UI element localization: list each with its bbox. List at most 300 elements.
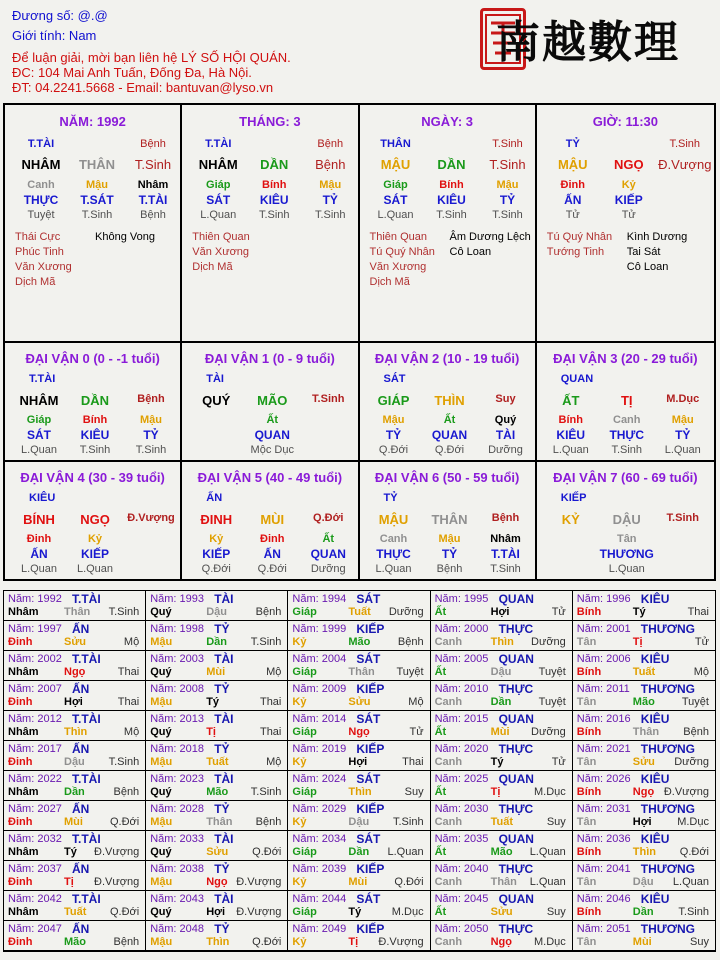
year-stem: Kỷ xyxy=(292,876,307,888)
stem-label: THÂN xyxy=(78,157,116,172)
year-branch: Tý xyxy=(348,906,362,918)
ten-god-label: T.Sinh xyxy=(669,138,701,150)
year-ten-god: THƯƠNG xyxy=(640,622,695,636)
hidden-ten-god: KIẾP xyxy=(80,547,109,561)
year-cell xyxy=(431,921,573,951)
year-stem: Đinh xyxy=(8,636,33,648)
life-stage: T.Sinh xyxy=(436,209,467,221)
year-branch: Hợi xyxy=(64,696,83,708)
life-stage: T.Sinh xyxy=(135,444,167,456)
year-label: Năm: 2007 xyxy=(8,683,62,695)
year-cell xyxy=(288,801,430,831)
year-stem: Quý xyxy=(150,606,172,618)
luck-title: ĐẠI VẬN 7 (60 - 69 tuổi) xyxy=(553,470,698,485)
year-cell xyxy=(4,621,146,651)
pillar-title: THÁNG: 3 xyxy=(239,114,301,129)
year-ten-god: KIÊU xyxy=(640,592,670,606)
year-ten-god: TỶ xyxy=(214,682,230,696)
year-branch: Thìn xyxy=(490,636,514,648)
year-label: Năm: 2029 xyxy=(292,803,347,815)
hidden-stem: Canh xyxy=(379,533,408,545)
year-ten-god: T.TÀI xyxy=(72,712,101,726)
luck-hidden-column xyxy=(300,532,356,577)
year-branch: Sửu xyxy=(64,636,87,648)
year-ten-god: QUAN xyxy=(498,892,534,906)
year-stem: Tân xyxy=(576,936,597,948)
year-branch: Mão xyxy=(64,936,86,948)
year-branch: Dậu xyxy=(206,606,227,618)
hidden-ten-god: KIÊU xyxy=(80,428,110,442)
luck-ten-god: ẤN xyxy=(206,492,223,504)
luck-hidden-column xyxy=(188,532,244,577)
year-label: Năm: 2044 xyxy=(292,893,347,905)
hidden-ten-god: TỶ xyxy=(322,193,338,207)
hidden-stem: Kỷ xyxy=(87,533,103,545)
year-label: Năm: 2015 xyxy=(434,713,489,725)
year-stage: Suy xyxy=(404,786,424,798)
stars-right xyxy=(627,230,687,275)
pillar-column xyxy=(366,137,426,223)
year-stem: Bính xyxy=(576,786,602,798)
year-stem: Đinh xyxy=(8,696,33,708)
life-stage: T.Sinh xyxy=(81,209,113,221)
year-stem: Tân xyxy=(576,696,597,708)
year-stem: Ất xyxy=(434,666,447,678)
year-cell xyxy=(573,651,715,681)
owner-line: Đương số: @.@ xyxy=(12,8,108,23)
year-stage: Bệnh xyxy=(397,636,424,648)
year-cell xyxy=(573,891,715,921)
year-branch: Dần xyxy=(490,696,512,708)
hidden-stem: Bính xyxy=(439,179,464,191)
luck-pillar-label: ẤT xyxy=(562,393,580,408)
life-stage: Tuyệt xyxy=(27,209,55,221)
year-stage: Bệnh xyxy=(113,936,140,948)
year-branch: Thìn xyxy=(348,786,372,798)
luck-pillar-label: T.Sinh xyxy=(666,512,699,524)
life-stage: Dưỡng xyxy=(310,563,346,575)
year-ten-god: ẤN xyxy=(72,802,90,816)
luck-pillar-label: KỶ xyxy=(561,512,580,527)
luck-title: ĐẠI VẬN 1 (0 - 9 tuổi) xyxy=(204,351,335,366)
year-cell xyxy=(431,861,573,891)
pillar-cell xyxy=(360,105,537,343)
hidden-ten-god: TỶ xyxy=(499,193,516,207)
year-label: Năm: 2041 xyxy=(576,863,631,875)
hidden-ten-god: THỰC xyxy=(23,193,59,207)
luck-hidden-column xyxy=(244,413,300,458)
luck-title: ĐẠI VẬN 2 (10 - 19 tuổi) xyxy=(374,351,520,366)
year-branch: Thân xyxy=(632,726,660,738)
year-branch: Dậu xyxy=(490,666,512,678)
star-item: Tướng Tinh xyxy=(546,246,605,258)
year-branch: Sửu xyxy=(348,696,371,708)
year-ten-god: T.TÀI xyxy=(72,592,101,606)
year-cell xyxy=(573,711,715,741)
star-item: Thái Cực xyxy=(15,231,61,243)
luck-cell xyxy=(5,343,182,462)
luck-cell xyxy=(360,343,537,462)
year-stem: Ất xyxy=(434,726,447,738)
year-ten-god: THỰC xyxy=(498,922,534,936)
year-stage: T.Sinh xyxy=(678,906,709,918)
year-cell xyxy=(431,801,573,831)
luck-cell xyxy=(537,343,714,462)
life-stage: T.Sinh xyxy=(490,563,521,575)
year-ten-god: TÀI xyxy=(214,832,234,846)
year-cell xyxy=(4,861,146,891)
luck-pillar-label: DẦN xyxy=(80,393,110,408)
star-item: Âm Dương Lệch xyxy=(449,231,531,243)
hidden-stem: Canh xyxy=(27,179,55,191)
year-cell xyxy=(4,651,146,681)
hidden-stem: Giáp xyxy=(383,179,408,191)
year-stage: Đ.Vượng xyxy=(94,846,140,858)
hidden-ten-god: TỶ xyxy=(675,428,691,442)
year-stem: Đinh xyxy=(8,876,33,888)
hidden-stem: Mậu xyxy=(382,414,405,426)
year-branch: Mùi xyxy=(348,876,368,888)
life-stage: Q.Đới xyxy=(257,563,287,575)
luck-hidden-column xyxy=(655,413,711,458)
year-branch: Mùi xyxy=(632,936,652,948)
ten-god-label: T.Sinh xyxy=(492,138,523,150)
phone-email-line: ĐT: 04.2241.5668 - Email: bantuvan@lyso.vn xyxy=(12,80,274,95)
year-branch: Mùi xyxy=(206,666,226,678)
stem-label: T.Sinh xyxy=(134,157,172,172)
year-ten-god: SÁT xyxy=(356,712,381,726)
year-branch: Mão xyxy=(348,636,371,648)
year-label: Năm: 2049 xyxy=(292,923,347,935)
luck-title: ĐẠI VẬN 0 (0 - -1 tuổi) xyxy=(25,351,160,366)
luck-pillar-label: M.Dục xyxy=(666,393,700,405)
stem-label: Bệnh xyxy=(315,157,346,172)
life-stage: Q.Đới xyxy=(201,563,231,575)
gender-line: Giới tính: Nam xyxy=(12,28,97,43)
year-stage: Mộ xyxy=(266,756,282,768)
year-label: Năm: 2008 xyxy=(150,683,204,695)
year-ten-god: ẤN xyxy=(72,862,90,876)
luck-title: ĐẠI VẬN 5 (40 - 49 tuổi) xyxy=(197,470,343,485)
year-label: Năm: 2036 xyxy=(576,833,631,845)
year-ten-god: ẤN xyxy=(72,922,90,936)
year-cell xyxy=(4,771,146,801)
year-stem: Canh xyxy=(434,936,463,948)
life-stage: T.Sinh xyxy=(79,444,111,456)
pillar-column xyxy=(244,137,304,223)
year-cell xyxy=(288,861,430,891)
stem-label: NHÂM xyxy=(21,157,61,172)
luck-ten-god: TÀI xyxy=(206,373,224,385)
year-ten-god: THƯƠNG xyxy=(640,862,695,876)
year-label: Năm: 2020 xyxy=(434,743,489,755)
year-cell xyxy=(288,741,430,771)
hidden-ten-god: KIẾP xyxy=(614,193,643,207)
year-ten-god: ẤN xyxy=(72,622,90,636)
hidden-ten-god: THỰC xyxy=(376,547,411,561)
year-label: Năm: 2043 xyxy=(150,893,204,905)
stars-right xyxy=(450,230,531,260)
year-label: Năm: 2030 xyxy=(434,803,489,815)
year-label: Năm: 2005 xyxy=(434,653,489,665)
hidden-stem: Bính xyxy=(262,179,287,191)
year-stem: Mậu xyxy=(150,936,173,948)
year-stem: Mậu xyxy=(150,876,173,888)
year-label: Năm: 2010 xyxy=(434,683,489,695)
year-stage: M.Dục xyxy=(391,906,424,918)
year-stage: Đ.Vượng xyxy=(236,876,282,888)
year-label: Năm: 1998 xyxy=(150,623,204,635)
year-branch: Tị xyxy=(490,786,501,798)
life-stage: L.Quan xyxy=(608,563,645,575)
year-cell xyxy=(573,621,715,651)
year-label: Năm: 2045 xyxy=(434,893,489,905)
luck-pillar-label: Đ.Vượng xyxy=(127,512,175,524)
year-cell xyxy=(573,741,715,771)
life-stage: Q.Đới xyxy=(434,444,465,456)
stars-right xyxy=(95,230,155,245)
luck-hidden-column xyxy=(599,532,655,577)
hidden-stem: Mậu xyxy=(86,179,108,191)
hidden-stem: Bính xyxy=(82,414,108,426)
year-stem: Nhâm xyxy=(8,906,39,918)
hidden-stem: Nhâm xyxy=(490,533,521,545)
year-cell xyxy=(573,771,715,801)
year-stage: Thai xyxy=(117,666,140,678)
year-stage: Suy xyxy=(546,816,566,828)
bazi-chart xyxy=(3,103,716,581)
luck-ten-god: KIẾP xyxy=(560,492,587,504)
year-branch: Tý xyxy=(206,696,220,708)
year-ten-god: THỰC xyxy=(498,742,534,756)
year-stage: Tử xyxy=(694,636,709,648)
year-branch: Dần xyxy=(206,636,227,648)
year-label: Năm: 2032 xyxy=(8,833,62,845)
year-cell xyxy=(288,591,430,621)
luck-pillar-label: QUÝ xyxy=(202,393,231,408)
year-ten-god: T.TÀI xyxy=(72,652,101,666)
year-stage: Bệnh xyxy=(255,606,282,618)
life-stage: T.Sinh xyxy=(258,209,290,221)
year-stem: Tân xyxy=(576,876,597,888)
year-stage: Mộ xyxy=(123,636,140,648)
life-stage: Tử xyxy=(621,209,636,221)
year-stem: Quý xyxy=(150,906,172,918)
year-stage: L.Quan xyxy=(529,876,566,888)
year-stage: Tử xyxy=(551,606,566,618)
year-stage: Bệnh xyxy=(683,726,709,738)
luck-cell xyxy=(182,343,359,462)
year-stage: T.Sinh xyxy=(108,756,140,768)
year-stem: Ất xyxy=(434,846,447,858)
year-label: Năm: 2009 xyxy=(292,683,347,695)
pillar-column xyxy=(300,137,359,223)
year-stage: Q.Đới xyxy=(252,846,282,858)
hidden-stem: Giáp xyxy=(206,179,231,191)
hidden-stem: Kỷ xyxy=(209,533,224,545)
year-branch: Tuất xyxy=(206,756,229,768)
year-cell xyxy=(573,681,715,711)
year-cell xyxy=(431,621,573,651)
luck-pillar-label: Bệnh xyxy=(491,512,520,524)
year-stem: Giáp xyxy=(292,786,317,798)
year-stem: Ất xyxy=(434,606,447,618)
year-ten-god: ẤN xyxy=(72,682,90,696)
year-label: Năm: 2024 xyxy=(292,773,347,785)
life-stage: Dưỡng xyxy=(488,444,523,456)
hidden-stem: Đinh xyxy=(260,533,285,545)
ten-god-label: Bệnh xyxy=(140,138,166,150)
year-cell xyxy=(4,741,146,771)
life-stage: T.Sinh xyxy=(611,444,643,456)
year-label: Năm: 2034 xyxy=(292,833,347,845)
hidden-ten-god: THƯƠNG xyxy=(599,547,654,561)
hidden-ten-god: ẤN xyxy=(263,547,281,561)
luck-pillar-label: T.Sinh xyxy=(312,393,345,405)
year-branch: Thìn xyxy=(632,846,657,858)
year-branch: Thân xyxy=(64,606,91,618)
year-cell xyxy=(573,861,715,891)
year-stem: Bính xyxy=(576,666,602,678)
life-stage: T.Sinh xyxy=(492,209,523,221)
hidden-ten-god: SÁT xyxy=(27,428,51,442)
year-stem: Quý xyxy=(150,666,172,678)
year-branch: Dậu xyxy=(64,756,85,768)
life-stage xyxy=(655,178,714,193)
year-stage: Thai xyxy=(402,756,424,768)
hidden-ten-god: KIẾP xyxy=(202,547,231,561)
hidden-ten-god: QUAN xyxy=(254,428,290,442)
year-label: Năm: 2046 xyxy=(576,893,631,905)
year-branch: Sửu xyxy=(490,906,513,918)
pillar-column xyxy=(67,137,127,223)
luck-pillar-label: NHÂM xyxy=(19,393,59,408)
year-ten-god: T.TÀI xyxy=(72,772,101,786)
hidden-ten-god: SÁT xyxy=(206,193,231,207)
luck-pillar-label: GIÁP xyxy=(377,393,410,408)
life-stage: L.Quan xyxy=(375,563,412,575)
year-label: Năm: 2011 xyxy=(576,683,630,695)
ten-god-label xyxy=(67,137,127,152)
year-branch: Tuất xyxy=(64,906,87,918)
luck-pillar-label: ĐINH xyxy=(200,512,233,527)
year-stem: Canh xyxy=(434,756,463,768)
hidden-stem: Ất xyxy=(443,414,456,426)
year-cell xyxy=(146,741,288,771)
year-label: Năm: 2017 xyxy=(8,743,62,755)
luck-pillar-label: Q.Đới xyxy=(313,512,344,524)
year-cell xyxy=(4,921,146,951)
year-stage: Tử xyxy=(551,756,566,768)
year-label: Năm: 1992 xyxy=(8,593,62,605)
year-cell xyxy=(573,831,715,861)
pillar-title: GIỜ: 11:30 xyxy=(592,114,659,129)
year-branch: Tuất xyxy=(632,666,656,678)
year-ten-god: T.TÀI xyxy=(72,892,101,906)
luck-pillar-label: Suy xyxy=(495,393,516,405)
year-label: Năm: 2031 xyxy=(576,803,631,815)
year-cell xyxy=(288,921,430,951)
year-cell xyxy=(431,711,573,741)
year-stage: M.Dục xyxy=(677,816,709,828)
year-stem: Giáp xyxy=(292,666,317,678)
luck-title: ĐẠI VẬN 6 (50 - 59 tuổi) xyxy=(374,470,520,485)
hidden-ten-god: KIÊU xyxy=(259,193,289,207)
star-item: Dịch Mã xyxy=(192,261,233,273)
ten-god-label: T.TÀI xyxy=(27,138,55,150)
luck-hidden-column xyxy=(11,413,67,458)
year-branch: Tuất xyxy=(348,606,371,618)
stem-label: NGỌ xyxy=(613,157,644,172)
star-item: Thiên Quan xyxy=(192,231,250,243)
year-ten-god: KIẾP xyxy=(356,682,385,696)
luck-pillar-label: DẬU xyxy=(612,512,641,527)
life-stage: L.Quan xyxy=(552,444,589,456)
year-stage: Tuyệt xyxy=(538,666,566,678)
hidden-ten-god: QUAN xyxy=(310,547,346,561)
year-stage: Tuyệt xyxy=(538,696,566,708)
year-branch: Tị xyxy=(64,876,74,888)
year-stage: Mộ xyxy=(266,666,282,678)
ten-god-label xyxy=(244,137,304,152)
year-cell xyxy=(288,711,430,741)
ten-god-label: THÂN xyxy=(380,138,411,150)
year-label: Năm: 2003 xyxy=(150,653,204,665)
year-branch: Thân xyxy=(348,666,375,678)
luck-ten-god: QUAN xyxy=(560,373,594,385)
year-stage: Suy xyxy=(690,936,709,948)
year-cell xyxy=(4,591,146,621)
life-stage: Mộc Dục xyxy=(250,444,294,456)
year-stage: Dưỡng xyxy=(674,756,709,768)
year-stage: Mộ xyxy=(408,696,424,708)
year-stem: Nhâm xyxy=(8,606,39,618)
hidden-ten-god: SÁT xyxy=(383,193,408,207)
year-branch: Tuất xyxy=(490,816,513,828)
year-branch: Sửu xyxy=(206,846,229,858)
ten-god-label xyxy=(599,137,659,152)
year-cell xyxy=(4,891,146,921)
year-stem: Tân xyxy=(576,636,597,648)
star-item: Phúc Tinh xyxy=(15,246,64,258)
year-ten-god: SÁT xyxy=(356,832,381,846)
year-stem: Ất xyxy=(434,786,447,798)
year-branch: Thân xyxy=(206,816,233,828)
hidden-stem: Canh xyxy=(613,414,641,426)
star-item: Dịch Mã xyxy=(369,276,410,288)
year-label: Năm: 2039 xyxy=(292,863,347,875)
star-item: Văn Xương xyxy=(192,246,250,258)
year-stage: Dưỡng xyxy=(531,636,566,648)
stem-label: T.Sinh xyxy=(489,157,526,172)
year-label: Năm: 2018 xyxy=(150,743,204,755)
year-branch: Tý xyxy=(64,846,77,858)
year-ten-god: KIÊU xyxy=(640,832,670,846)
luck-hidden-column xyxy=(67,413,123,458)
stem-label: Đ.Vượng xyxy=(658,157,712,172)
year-label: Năm: 1999 xyxy=(292,623,347,635)
luck-cell xyxy=(182,462,359,581)
year-label: Năm: 1996 xyxy=(576,593,631,605)
year-ten-god: QUAN xyxy=(498,652,534,666)
pillar-column xyxy=(543,137,603,223)
year-stem: Bính xyxy=(576,846,602,858)
luck-title: ĐẠI VẬN 4 (30 - 39 tuổi) xyxy=(20,470,165,485)
year-label: Năm: 2016 xyxy=(576,713,631,725)
stem-label: DẦN xyxy=(437,157,466,172)
pillar-column xyxy=(599,137,659,223)
year-cell xyxy=(431,891,573,921)
